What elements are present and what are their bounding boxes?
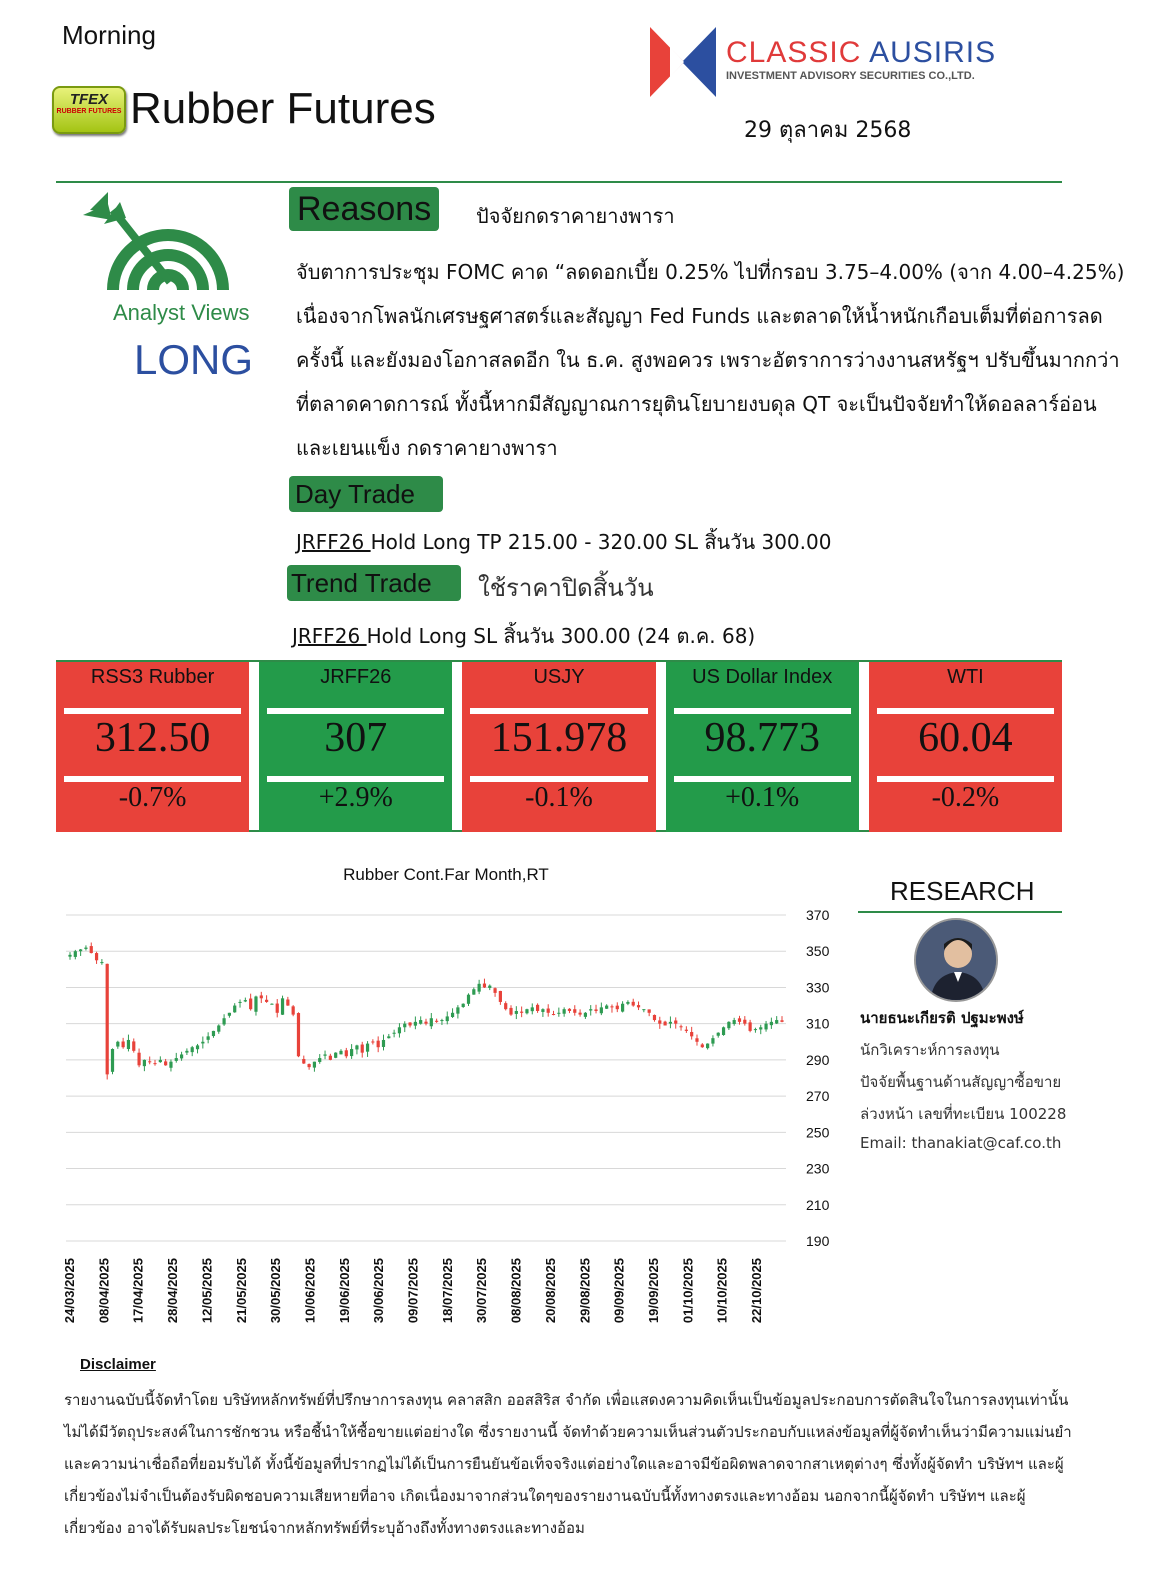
candle-body [743, 1020, 746, 1024]
candle-body [626, 1002, 629, 1004]
candle-body [520, 1012, 523, 1013]
candle-body [323, 1054, 326, 1055]
candle-body [127, 1040, 130, 1049]
candle-body [159, 1060, 162, 1062]
candle-body [462, 1004, 465, 1007]
x-tick-label: 09/07/2025 [405, 1258, 421, 1324]
trend-trade-text: Hold Long SL สิ้นวัน 300.00 (24 ต.ค. 68) [366, 624, 756, 648]
candle-body [764, 1024, 767, 1030]
avatar [914, 918, 998, 1002]
candle-body [137, 1053, 140, 1066]
tile-dollar-index [666, 662, 859, 832]
candle-body [711, 1038, 714, 1043]
reasons-paragraph: จับตาการประชุม FOMC คาด “ลดดอกเบี้ย 0.25% ไปที่กรอบ 3.75–4.00% (จาก 4.00–4.25%) เนื่องจากโพลนักเศรษฐศาสตร์และสัญญา Fed Funds และตลาดให้น้ำหนักเกือบเต็มที่ต่อการลดครั้งนี้ และยังมองโอกาสลดอีก ใน ธ.ค. สูงพอควร เพราะอัตราการว่างงานสหรัฐฯ ปรับขึ้นมากกว่าที่ตลาดคาดการณ์ ทั้งนี้หากมีสัญญาณการยุตินโยบายงบดุล QT จะเป็นปัจจัยทำให้ดอลลาร์อ่อน และเยนแข็ง กดราคายางพารา [296, 260, 1125, 460]
disclaimer-title: Disclaimer [80, 1356, 156, 1373]
report-edition: Morning [62, 20, 156, 50]
candle-body [424, 1022, 427, 1024]
candle-body [217, 1025, 220, 1031]
candle-body [355, 1045, 358, 1049]
x-tick-label: 28/04/2025 [165, 1258, 181, 1324]
candle-body [717, 1033, 720, 1036]
y-tick-label: 370 [806, 907, 830, 923]
candle-body [637, 1005, 640, 1007]
candle-body [483, 984, 486, 988]
tile-wti [869, 662, 1062, 832]
candle-body [568, 1009, 571, 1011]
candle-body [738, 1018, 741, 1022]
candle-body [722, 1027, 725, 1035]
x-tick-label: 20/08/2025 [542, 1258, 558, 1324]
candle-body [143, 1060, 146, 1066]
candle-body [148, 1061, 151, 1062]
candle-body [84, 948, 87, 949]
candle-body [451, 1013, 454, 1017]
candle-body [175, 1058, 178, 1061]
candle-body [440, 1020, 443, 1021]
candle-body [446, 1016, 449, 1021]
candle-body [111, 1049, 114, 1072]
x-tick-label: 12/05/2025 [199, 1258, 215, 1324]
chart-title: Rubber Cont.Far Month,RT [343, 865, 549, 884]
x-tick-label: 22/10/2025 [749, 1258, 764, 1324]
candle-body [286, 1000, 289, 1006]
y-tick-label: 290 [806, 1051, 830, 1068]
candle-body [100, 962, 103, 963]
candle-body [106, 964, 109, 1075]
candle-body [212, 1031, 215, 1036]
candle-body [398, 1027, 401, 1033]
candle-body [164, 1061, 167, 1065]
candle-body [366, 1044, 369, 1052]
candle-body [584, 1013, 587, 1017]
candle-body [68, 955, 71, 957]
analyst-specialty-1: ปัจจัยพื้นฐานด้านสัญญาซื้อขาย [860, 1073, 1062, 1091]
tile-value: 307 [324, 715, 388, 761]
tile-name: RSS3 Rubber [90, 666, 215, 688]
candle-body [653, 1015, 656, 1020]
tile-usjy [462, 662, 655, 832]
candle-body [632, 1002, 635, 1006]
candle-body [589, 1009, 592, 1010]
analyst-view-value: LONG [134, 336, 254, 383]
candle-body [318, 1058, 321, 1062]
candle-body [679, 1026, 682, 1027]
x-tick-label: 19/06/2025 [336, 1258, 352, 1324]
x-tick-label: 29/08/2025 [577, 1258, 593, 1324]
candle-body [515, 1011, 518, 1014]
candle-body [467, 995, 470, 1004]
candle-body [132, 1041, 135, 1050]
analyst-email: Email: thanakiat@caf.co.th [860, 1134, 1062, 1152]
candle-body [238, 1002, 241, 1003]
candle-body [690, 1032, 693, 1036]
candle-body [616, 1006, 619, 1010]
analyst-name: นายธนะเกียรติ ปฐมะพงษ์ [860, 1009, 1024, 1027]
tile-rss3 [56, 662, 249, 832]
candle-body [600, 1007, 603, 1013]
x-tick-label: 30/07/2025 [474, 1258, 490, 1324]
candle-body [403, 1024, 406, 1028]
candle-body [260, 995, 263, 998]
target-dart-icon [78, 190, 258, 300]
x-tick-label: 08/08/2025 [508, 1258, 524, 1324]
candle-body [610, 1006, 613, 1007]
tile-change: -0.1% [525, 782, 593, 813]
x-tick-label: 17/04/2025 [130, 1258, 146, 1324]
x-tick-label: 10/10/2025 [714, 1258, 730, 1324]
candle-body [196, 1045, 199, 1049]
candle-body [74, 951, 77, 957]
tfex-logo [52, 86, 126, 134]
candle-body [350, 1049, 353, 1056]
y-tick-label: 250 [806, 1124, 830, 1141]
candle-body [547, 1009, 550, 1013]
candle-body [669, 1022, 672, 1024]
candle-body [254, 997, 257, 1012]
candle-body [435, 1021, 438, 1022]
tfex-logo-subtext: RUBBER FUTURES [56, 108, 122, 115]
analyst-specialty-2: ล่วงหน้า เลขที่ทะเบียน 100228 [860, 1105, 1067, 1123]
y-tick-label: 210 [806, 1196, 830, 1213]
tile-name: WTI [947, 666, 984, 688]
candle-body [642, 1009, 645, 1010]
candle-body [153, 1063, 156, 1064]
reasons-tag: Reasons [289, 187, 439, 231]
candle-body [531, 1007, 534, 1011]
tile-change: -0.7% [118, 782, 187, 813]
candle-body [276, 1004, 279, 1013]
trend-trade-symbol: JRFF26 [292, 624, 367, 648]
y-tick-label: 350 [806, 943, 830, 960]
candle-body [563, 1009, 566, 1014]
page-title: Rubber Futures [130, 84, 436, 133]
day-trade-tag: Day Trade [289, 476, 443, 512]
candle-body [605, 1006, 608, 1009]
candle-body [281, 998, 284, 1014]
candle-body [233, 1006, 236, 1013]
candle-body [578, 1013, 581, 1015]
candle-body [648, 1009, 651, 1012]
tile-value: 312.50 [94, 715, 211, 761]
price-chart [56, 855, 846, 1355]
candle-body [419, 1020, 422, 1024]
candle-body [228, 1013, 231, 1016]
candle-body [265, 1000, 268, 1002]
market-tiles [56, 660, 1062, 832]
candle-body [308, 1064, 311, 1067]
candle-body [270, 1004, 273, 1005]
candle-body [594, 1009, 597, 1011]
x-tick-label: 09/09/2025 [611, 1258, 627, 1324]
candle-body [695, 1038, 698, 1041]
candle-body [770, 1022, 773, 1025]
candle-body [297, 1013, 300, 1056]
candle-body [169, 1062, 172, 1068]
candle-body [95, 953, 98, 960]
candle-body [727, 1022, 730, 1028]
divider [56, 181, 1062, 183]
candle-body [658, 1020, 661, 1023]
x-tick-label: 18/07/2025 [439, 1258, 455, 1324]
candle-body [371, 1041, 374, 1042]
candle-body [180, 1054, 183, 1058]
candle-body [472, 989, 475, 994]
candle-body [499, 991, 502, 1002]
x-tick-label: 30/05/2025 [268, 1258, 284, 1324]
trend-trade-recommendation [292, 620, 755, 652]
disclaimer-text: รายงานฉบับนี้จัดทำโดย บริษัทหลักทรัพย์ที่ปรึกษาการลงทุน คลาสสิก ออสสิริส จำกัด เพื่อแสดงความคิดเห็นเป็นข้อมูลประกอบการตัดสินใจในการลงทุนเท่านั้น ไม่ได้มีวัตถุประสงค์ในการชักชวน หรือชี้นำให้ซื้อขายแต่อย่างใด ซึ่งรายงานนี้ จัดทำด้วยความเห็นส่วนตัวประกอบกับแหล่งข้อมูลที่ผู้จัดทำเห็นว่ามีความแม่นยำและความน่าเชื่อถือที่ยอมรับได้ ทั้งนี้ข้อมูลที่ปรากฏไม่ได้เป็นการยืนยันข้อเท็จจริงแต่อย่างใดและอาจมีข้อผิดพลาดจากสาเหตุต่างๆ ซึ่งทั้งผู้จัดทำ บริษัทฯ และผู้เกี่ยวข้องไม่จำเป็นต้องรับผิดชอบความเสียหายที่อาจ เกิดเนื่องมาจากส่วนใดๆของรายงานฉบับนี้ทั้งทางตรงและทางอ้อม นอกจากนี้ผู้จัดทำ บริษัทฯ และผู้เกี่ยวข้อง อาจได้รับผลประโยชน์จากหลักทรัพย์ที่ระบุอ้างถึงทั้งทางตรงและทางอ้อม [64, 1391, 1072, 1537]
tile-change: +0.1% [725, 782, 800, 813]
candle-body [430, 1018, 433, 1026]
y-tick-label: 190 [806, 1233, 830, 1249]
analyst-views-label: Analyst Views [113, 300, 250, 325]
tile-jrff26 [259, 662, 452, 832]
candle-body [685, 1030, 688, 1031]
tile-value: 98.773 [704, 715, 820, 761]
candle-body [701, 1044, 704, 1047]
candle-body [334, 1053, 337, 1058]
candle-body [775, 1020, 778, 1023]
x-tick-label: 08/04/2025 [96, 1258, 112, 1324]
y-tick-label: 310 [806, 1015, 830, 1032]
candle-body [79, 949, 82, 951]
candle-body [706, 1044, 709, 1049]
candle-body [244, 1000, 247, 1001]
candle-body [478, 984, 481, 992]
candle-body [759, 1027, 762, 1029]
candle-body [504, 1003, 507, 1009]
candle-body [393, 1033, 396, 1034]
candle-body [754, 1029, 757, 1030]
company-name-part1: CLASSIC [726, 36, 862, 69]
candle-body [664, 1022, 667, 1026]
candle-body [382, 1040, 385, 1047]
day-trade-text: Hold Long TP 215.00 - 320.00 SL สิ้นวัน 300.00 [370, 530, 832, 554]
candle-body [116, 1042, 119, 1047]
candle-body [493, 988, 496, 993]
candle-body [525, 1009, 528, 1013]
candle-body [313, 1062, 316, 1068]
x-tick-label: 21/05/2025 [233, 1258, 249, 1324]
candle-body [536, 1005, 539, 1011]
candle-body [377, 1041, 380, 1048]
y-tick-label: 230 [806, 1160, 830, 1177]
x-tick-label: 24/03/2025 [62, 1258, 77, 1324]
candle-body [456, 1007, 459, 1013]
candle-body [621, 1004, 624, 1012]
candle-body [185, 1051, 188, 1053]
candle-body [541, 1009, 544, 1012]
x-tick-label: 01/10/2025 [680, 1258, 696, 1324]
tile-name: US Dollar Index [692, 666, 833, 688]
trend-trade-tag: Trend Trade [287, 565, 461, 601]
analyst-role: นักวิเคราะห์การลงทุน [860, 1041, 1000, 1059]
candle-body [509, 1008, 512, 1015]
company-subtitle: INVESTMENT ADVISORY SECURITIES CO.,LTD. [726, 70, 975, 82]
candle-body [557, 1013, 560, 1014]
candle-body [222, 1018, 225, 1024]
candle-body [90, 946, 93, 953]
candle-body [345, 1050, 348, 1056]
candle-body [122, 1042, 125, 1048]
tile-change: +2.9% [318, 782, 393, 813]
y-tick-label: 330 [806, 979, 830, 996]
candle-body [414, 1022, 417, 1026]
day-trade-symbol: JRFF26 [296, 530, 371, 554]
candle-body [292, 1006, 295, 1014]
tfex-logo-text: TFEX [69, 91, 109, 108]
candle-body [573, 1009, 576, 1013]
candle-body [207, 1036, 210, 1039]
research-divider [858, 911, 1062, 913]
tile-value: 151.978 [490, 715, 628, 761]
x-tick-label: 19/09/2025 [645, 1258, 661, 1324]
y-tick-label: 270 [806, 1088, 830, 1105]
candle-body [780, 1020, 783, 1022]
company-name [726, 36, 996, 70]
candle-body [361, 1045, 364, 1053]
tile-name: USJY [533, 666, 585, 688]
candle-body [249, 999, 252, 1010]
candle-body [674, 1020, 677, 1023]
candle-body [749, 1022, 752, 1031]
candle-body [191, 1047, 194, 1052]
candle-body [302, 1059, 305, 1064]
tile-name: JRFF26 [320, 666, 392, 688]
company-logo-icon [650, 27, 716, 97]
x-tick-label: 10/06/2025 [302, 1258, 318, 1324]
candle-body [201, 1042, 204, 1044]
trend-trade-subtitle: ใช้ราคาปิดสิ้นวัน [478, 574, 654, 602]
tile-value: 60.04 [918, 715, 1013, 761]
candle-body [329, 1056, 332, 1060]
tile-change: -0.2% [931, 782, 1000, 813]
candle-body [387, 1036, 390, 1038]
candle-body [552, 1014, 555, 1015]
x-tick-label: 30/06/2025 [371, 1258, 387, 1324]
candle-body [488, 986, 491, 988]
candle-body [339, 1051, 342, 1055]
day-trade-recommendation [296, 526, 831, 558]
candle-body [408, 1022, 411, 1025]
report-date: 29 ตุลาคม 2568 [744, 118, 912, 143]
candle-body [733, 1020, 736, 1024]
company-name-part2: AUSIRIS [869, 36, 997, 69]
research-heading: RESEARCH [890, 876, 1035, 906]
reasons-subtitle: ปัจจัยกดราคายางพารา [476, 204, 675, 228]
